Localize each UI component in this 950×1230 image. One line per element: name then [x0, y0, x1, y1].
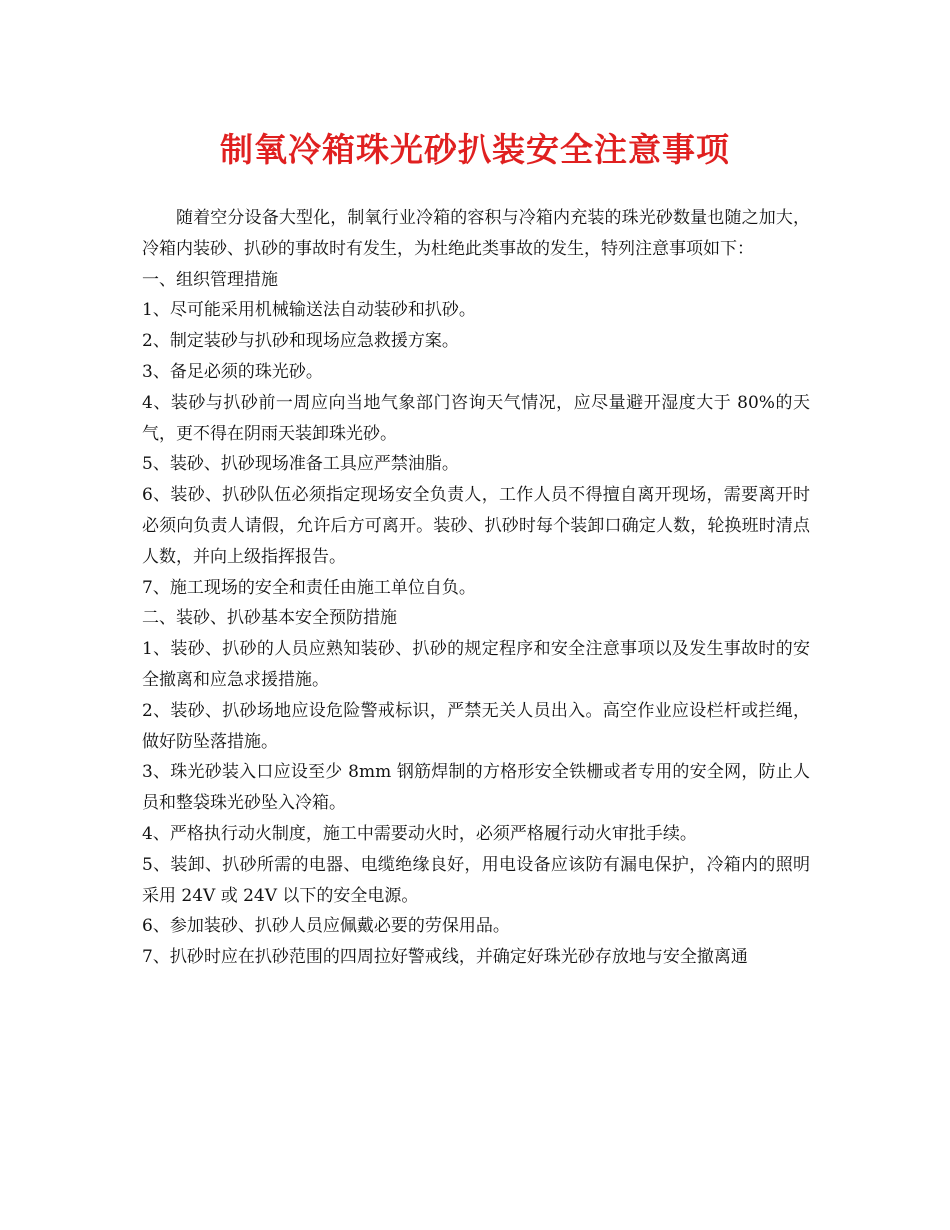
section-heading-safety: 二、装砂、扒砂基本安全预防措施	[142, 608, 397, 629]
list-item: 6、装砂、扒砂队伍必须指定现场安全负责人，工作人员不得擅自离开现场，需要离开时必须向负责人请假，允许后方可离开。装砂、扒砂时每个装卸口确定人数，轮换班时清点人数，并向上级指挥报告。	[142, 485, 810, 567]
section-heading-organization: 一、组织管理措施	[142, 269, 278, 290]
list-item: 4、严格执行动火制度，施工中需要动火时，必须严格履行动火审批手续。	[142, 823, 697, 844]
list-item: 1、装砂、扒砂的人员应熟知装砂、扒砂的规定程序和安全注意事项以及发生事故时的安全撤离和应急求援措施。	[142, 639, 810, 690]
intro-paragraph: 随着空分设备大型化，制氧行业冷箱的容积与冷箱内充装的珠光砂数量也随之加大，冷箱内装砂、扒砂的事故时有发生，为杜绝此类事故的发生，特列注意事项如下：	[142, 208, 810, 259]
list-item: 4、装砂与扒砂前一周应向当地气象部门咨询天气情况，应尽量避开湿度大于 80%的天气，更不得在阴雨天装卸珠光砂。	[142, 392, 810, 444]
list-item: 2、装砂、扒砂场地应设危险警戒标识，严禁无关人员出入。高空作业应设栏杆或拦绳，做好防坠落措施。	[142, 700, 810, 752]
list-item: 3、备足必须的珠光砂。	[142, 361, 323, 382]
list-item: 7、扒砂时应在扒砂范围的四周拉好警戒线，并确定好珠光砂存放地与安全撤离通	[142, 947, 748, 968]
document-title: 制氧冷箱珠光砂扒装安全注意事项	[220, 130, 730, 169]
list-item: 3、珠光砂装入口应设至少 8mm 钢筋焊制的方格形安全铁栅或者专用的安全网，防止人员和整袋珠光砂坠入冷箱。	[142, 762, 810, 814]
list-item: 5、装卸、扒砂所需的电器、电缆绝缘良好，用电设备应该防有漏电保护，冷箱内的照明采用 24V 或 24V 以下的安全电源。	[142, 854, 810, 906]
list-item: 1、尽可能采用机械输送法自动装砂和扒砂。	[142, 300, 476, 321]
list-item: 7、施工现场的安全和责任由施工单位自负。	[142, 577, 476, 598]
document-body	[142, 203, 810, 973]
list-item: 6、参加装砂、扒砂人员应佩戴必要的劳保用品。	[142, 916, 510, 937]
list-item: 2、制定装砂与扒砂和现场应急救援方案。	[142, 331, 459, 352]
list-item: 5、装砂、扒砂现场准备工具应严禁油脂。	[142, 454, 459, 475]
